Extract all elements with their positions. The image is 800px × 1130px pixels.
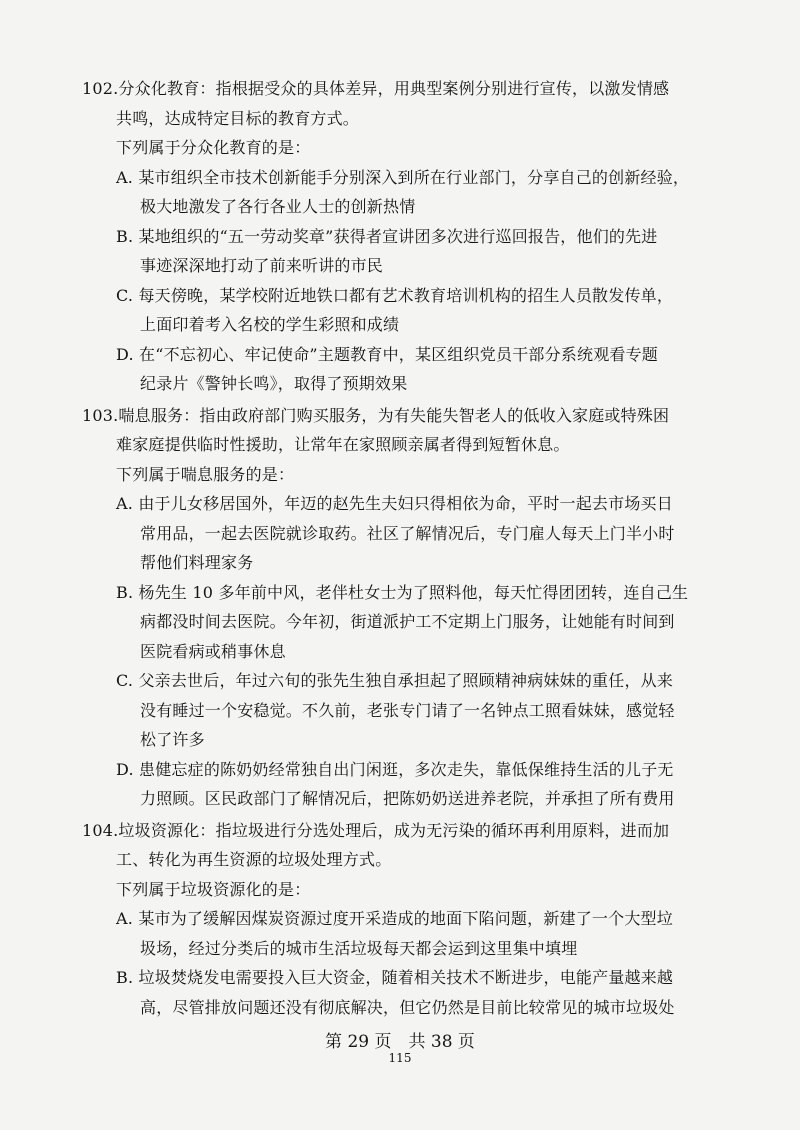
answer-option — [82, 340, 722, 399]
answer-option-line: 极大地激发了各行各业人士的创新热情 — [140, 197, 416, 216]
question-stem-line: 104.垃圾资源化：指垃圾进行分选处理后，成为无污染的循环再利用原料，进而加 — [82, 820, 670, 840]
page-number: 115 — [388, 1051, 412, 1065]
question-prompt: 下列属于喘息服务的是： — [116, 464, 295, 484]
answer-option-line: C. 父亲去世后，年过六旬的张先生独自承担起了照顾精神病妹妹的重任，从来 — [116, 671, 674, 690]
question-stem-line: 103.喘息服务：指由政府部门购买服务，为有失能失智老人的低收入家庭或特殊困 — [82, 405, 670, 425]
answer-option-line: 圾场，经过分类后的城市生活垃圾每天都会运到这里集中填埋 — [140, 938, 578, 958]
answer-option-line: 常用品，一起去医院就诊取药。社区了解情况后，专门雇人每天上门半小时 — [140, 523, 675, 543]
answer-option-line: 上面印着考入名校的学生彩照和成绩 — [140, 315, 400, 334]
answer-option-line: 力照顾。区民政部门了解情况后，把陈奶奶送进养老院，并承担了所有费用 — [140, 789, 675, 808]
answer-option — [82, 666, 722, 755]
question-stem-line: 共鸣，达成特定目标的教育方式。 — [116, 108, 360, 128]
answer-option-line: C. 每天傍晚，某学校附近地铁口都有艺术教育培训机构的招生人员散发传单， — [116, 285, 674, 305]
question-stem-line: 难家庭提供临时性援助，让常年在家照顾亲属者得到短暂休息。 — [116, 435, 570, 454]
answer-option — [82, 489, 722, 578]
answer-option-line: A. 某市组织全市技术创新能手分别深入到所在行业部门，分享自己的创新经验， — [116, 167, 690, 187]
answer-option — [82, 904, 722, 963]
answer-option-line: 帮他们料理家务 — [140, 553, 254, 572]
answer-option-line: 病都没时间去医院。今年初，街道派护工不定期上门服务，让她能有时间到 — [140, 612, 675, 631]
question-list — [82, 74, 722, 1024]
answer-option-line: D. 在“不忘初心、牢记使命”主题教育中，某区组织党员干部分系统观看专题 — [116, 344, 658, 364]
question-block — [82, 816, 722, 1023]
answer-option-line: 事迹深深地打动了前来听讲的市民 — [140, 256, 384, 275]
answer-option — [82, 281, 722, 340]
answer-option — [82, 963, 722, 1022]
answer-option-line: B. 某地组织的“五一劳动奖章”获得者宣讲团多次进行巡回报告，他们的先进 — [116, 226, 658, 246]
answer-option — [82, 755, 722, 814]
answer-option-line: B. 垃圾焚烧发电需要投入巨大资金，随着相关技术不断进步，电能产量越来越 — [116, 968, 674, 987]
answer-option-line: 松了许多 — [140, 730, 205, 749]
answer-option — [82, 222, 722, 281]
question-stem-line: 102.分众化教育：指根据受众的具体差异，用典型案例分别进行宣传，以激发情感 — [82, 79, 670, 98]
answer-option-line: 纪录片《警钟长鸣》，取得了预期效果 — [140, 374, 408, 393]
answer-option-line: A. 由于儿女移居国外，年迈的赵先生夫妇只得相依为命，平时一起去市场买日 — [116, 494, 673, 513]
answer-option-line: D. 患健忘症的陈奶奶经常独自出门闲逛，多次走失，靠低保维持生活的儿子无 — [116, 759, 674, 779]
question-prompt: 下列属于垃圾资源化的是： — [116, 879, 311, 899]
answer-option-line: 高，尽管排放问题还没有彻底解决，但它仍然是目前比较常见的城市垃圾处 — [140, 997, 675, 1017]
answer-option — [82, 163, 722, 222]
answer-option-line: 医院看病或稍事休息 — [140, 641, 286, 661]
answer-option — [82, 578, 722, 667]
page-counter: 第 29 页 共 38 页 — [325, 1032, 475, 1052]
question-prompt: 下列属于分众化教育的是： — [116, 138, 311, 157]
answer-option-line: B. 杨先生 10 多年前中风，老伴杜女士为了照料他，每天忙得团团转，连自己生 — [116, 582, 689, 602]
question-block — [82, 401, 722, 814]
answer-option-line: A. 某市为了缓解因煤炭资源过度开采造成的地面下陷问题，新建了一个大型垃 — [116, 909, 673, 928]
answer-option-line: 没有睡过一个安稳觉。不久前，老张专门请了一名钟点工照看妹妹，感觉轻 — [140, 700, 675, 720]
question-block — [82, 74, 722, 399]
question-stem-line: 工、转化为再生资源的垃圾处理方式。 — [116, 850, 392, 869]
